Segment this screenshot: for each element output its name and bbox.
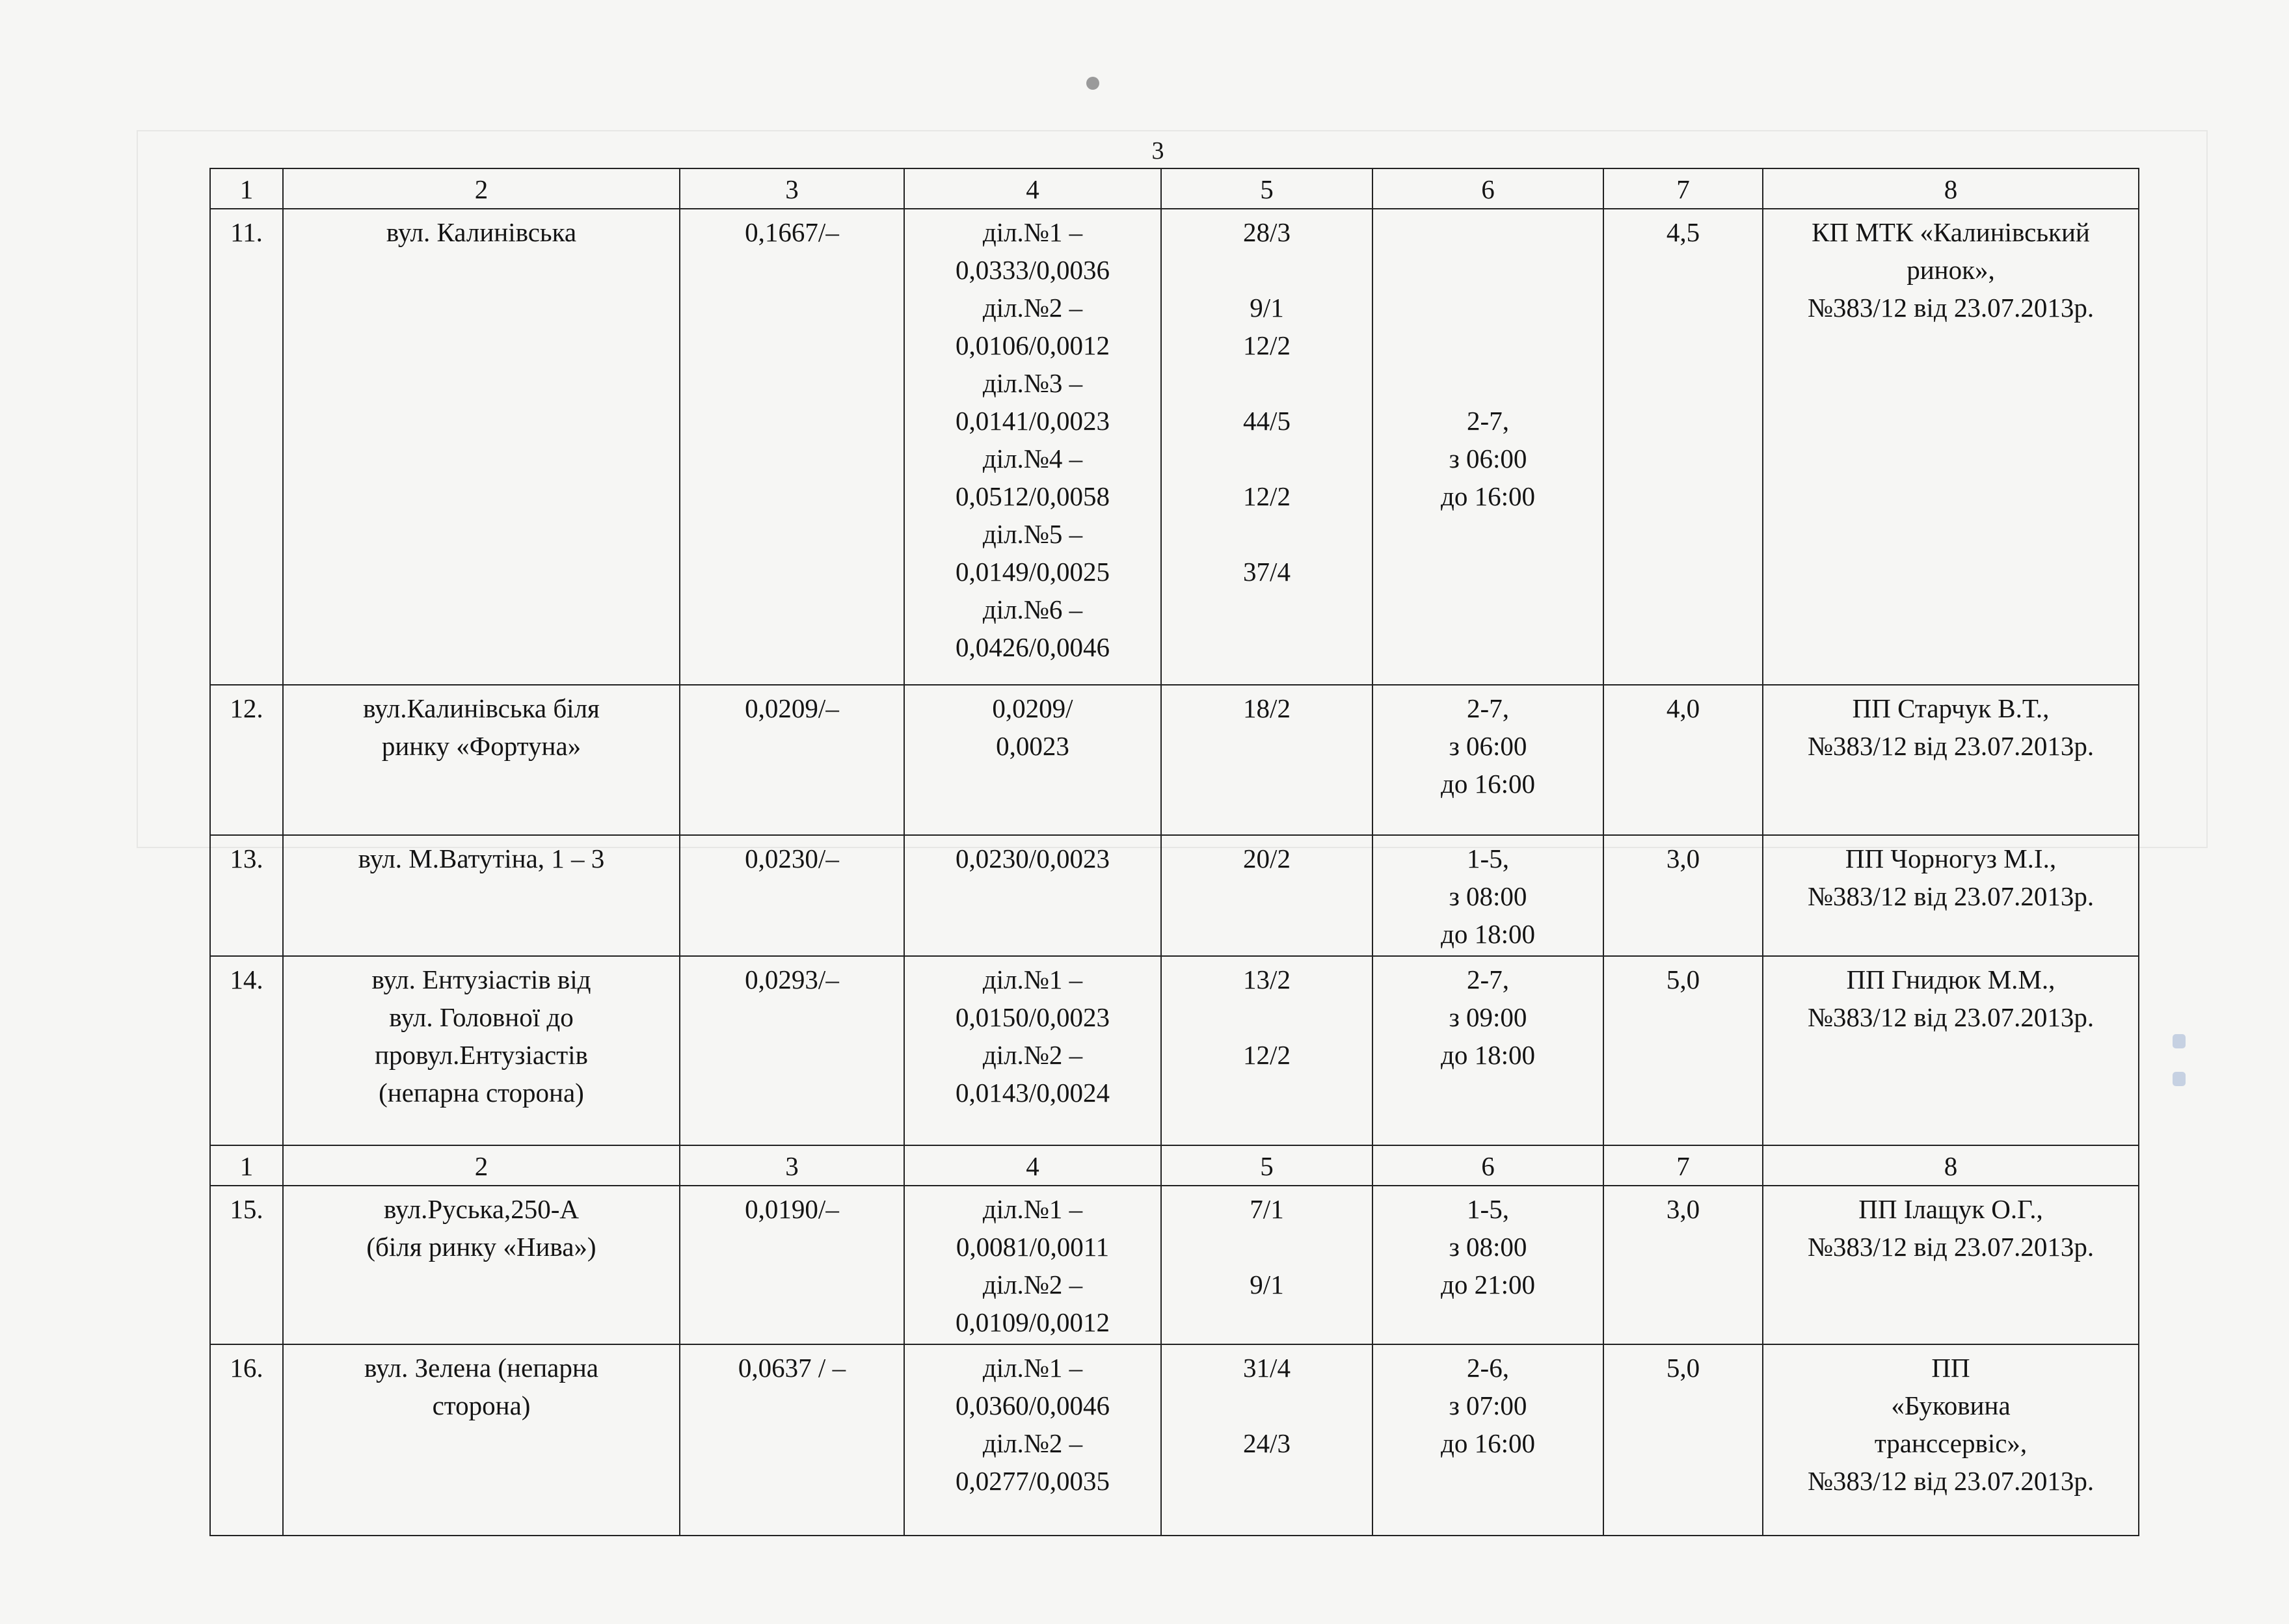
plots-line: діл.№1 – — [982, 217, 1083, 247]
column-number-cell: 4 — [904, 168, 1161, 209]
schedule-line: з 08:00 — [1449, 881, 1527, 911]
plots-line: 0,0141/0,0023 — [956, 406, 1110, 436]
schedule-line: з 07:00 — [1449, 1391, 1527, 1420]
places-line: 28/3 — [1243, 217, 1291, 247]
schedule-line: до 18:00 — [1440, 1040, 1535, 1070]
schedule-line: до 16:00 — [1440, 769, 1535, 799]
places-line — [1168, 440, 1365, 477]
street-line: вул.Калинівська біля — [363, 693, 600, 723]
owner-line: транссервіс», — [1874, 1428, 2028, 1458]
column-number-cell: 8 — [1763, 1145, 2139, 1186]
num-value: 14. — [230, 965, 263, 994]
num-value: 13. — [230, 844, 263, 873]
owner-line: №383/12 від 23.07.2013р. — [1807, 731, 2095, 761]
cell-schedule — [1372, 209, 1603, 685]
places-line: 44/5 — [1243, 406, 1291, 436]
schedule-line: з 09:00 — [1449, 1002, 1527, 1032]
cell-rate — [1603, 1186, 1763, 1344]
schedule-line: з 08:00 — [1449, 1232, 1527, 1262]
street-line: вул. М.Ватутіна, 1 – 3 — [358, 844, 605, 873]
plots-line: 0,0426/0,0046 — [956, 632, 1110, 662]
cell-plots — [904, 209, 1161, 685]
schedule-line — [1380, 213, 1596, 251]
page-number: 3 — [1151, 137, 1164, 165]
places-line: 13/2 — [1243, 965, 1291, 994]
plots-line: 0,0109/0,0012 — [956, 1307, 1110, 1337]
plots-line: 0,0149/0,0025 — [956, 557, 1110, 587]
cell-num — [210, 1344, 283, 1536]
table-row — [210, 209, 2139, 685]
rate-value: 3,0 — [1666, 1194, 1700, 1224]
cell-area — [680, 835, 904, 956]
places-line: 18/2 — [1243, 693, 1291, 723]
cell-street — [283, 1186, 680, 1344]
column-number-cell: 1 — [210, 1145, 283, 1186]
cell-street — [283, 956, 680, 1145]
cell-owner — [1763, 956, 2139, 1145]
plots-line: діл.№1 – — [982, 1194, 1083, 1224]
places-line — [1168, 515, 1365, 553]
owner-line: ПП Гнидюк М.М., — [1846, 965, 2055, 994]
column-number-cell: 7 — [1603, 1145, 1763, 1186]
ink-stains — [2173, 1034, 2186, 1110]
plots-line: діл.№5 – — [982, 519, 1083, 549]
owner-line: ПП Старчук В.Т., — [1852, 693, 2050, 723]
table-row — [210, 685, 2139, 835]
num-value: 16. — [230, 1353, 263, 1383]
cell-schedule — [1372, 1186, 1603, 1344]
street-line: (біля ринку «Нива») — [366, 1232, 596, 1262]
schedule-line: з 06:00 — [1449, 731, 1527, 761]
column-number-cell: 6 — [1372, 1145, 1603, 1186]
cell-num — [210, 209, 283, 685]
num-value: 15. — [230, 1194, 263, 1224]
column-number-cell: 7 — [1603, 168, 1763, 209]
owner-line: «Буковина — [1891, 1391, 2011, 1420]
table-body — [210, 168, 2139, 1536]
plots-line: 0,0143/0,0024 — [956, 1078, 1110, 1108]
num-value: 12. — [230, 693, 263, 723]
owner-line: ринок», — [1907, 255, 1995, 285]
plots-line: 0,0277/0,0035 — [956, 1466, 1110, 1496]
plots-line: 0,0360/0,0046 — [956, 1391, 1110, 1420]
cell-area — [680, 1186, 904, 1344]
cell-owner — [1763, 685, 2139, 835]
plots-line: 0,0333/0,0036 — [956, 255, 1110, 285]
table-row — [210, 1344, 2139, 1536]
plots-line: 0,0230/0,0023 — [956, 844, 1110, 873]
area-value: 0,0190/– — [745, 1194, 839, 1224]
plots-line: діл.№2 – — [982, 293, 1083, 323]
places-line: 24/3 — [1243, 1428, 1291, 1458]
table-row — [210, 835, 2139, 956]
places-line — [1168, 1387, 1365, 1424]
owner-line: №383/12 від 23.07.2013р. — [1807, 293, 2095, 323]
street-line: вул. Головної до — [389, 1002, 574, 1032]
cell-area — [680, 956, 904, 1145]
places-line: 31/4 — [1243, 1353, 1291, 1383]
area-value: 0,0230/– — [745, 844, 839, 873]
street-line: ринку «Фортуна» — [381, 731, 582, 761]
cell-places — [1161, 835, 1372, 956]
cell-rate — [1603, 1344, 1763, 1536]
street-line: вул. Зелена (непарна — [364, 1353, 598, 1383]
plots-line: діл.№4 – — [982, 444, 1083, 473]
schedule-line: 1-5, — [1467, 844, 1509, 873]
cell-owner — [1763, 1344, 2139, 1536]
street-line: вул.Руська,250-А — [383, 1194, 580, 1224]
places-line: 12/2 — [1243, 330, 1291, 360]
places-line — [1168, 1228, 1365, 1266]
schedule-line: 2-7, — [1467, 406, 1509, 436]
area-value: 0,1667/– — [745, 217, 839, 247]
cell-schedule — [1372, 835, 1603, 956]
column-number-cell: 5 — [1161, 168, 1372, 209]
cell-plots — [904, 1186, 1161, 1344]
cell-num — [210, 1186, 283, 1344]
cell-num — [210, 685, 283, 835]
rate-value: 5,0 — [1666, 1353, 1700, 1383]
schedule-line: 2-6, — [1467, 1353, 1509, 1383]
schedule-line: з 06:00 — [1449, 444, 1527, 473]
table-row — [210, 956, 2139, 1145]
cell-rate — [1603, 956, 1763, 1145]
column-number-cell: 6 — [1372, 168, 1603, 209]
cell-places — [1161, 685, 1372, 835]
column-number-cell: 1 — [210, 168, 283, 209]
schedule-line: до 16:00 — [1440, 481, 1535, 511]
column-number-cell: 4 — [904, 1145, 1161, 1186]
column-number-cell: 2 — [283, 168, 680, 209]
places-line — [1168, 998, 1365, 1036]
cell-rate — [1603, 835, 1763, 956]
owner-line: ПП Чорногуз М.І., — [1845, 844, 2057, 873]
plots-line: діл.№2 – — [982, 1040, 1083, 1070]
plots-line: діл.№6 – — [982, 594, 1083, 624]
places-line: 20/2 — [1243, 844, 1291, 873]
schedule-line: до 18:00 — [1440, 919, 1535, 949]
cell-street — [283, 1344, 680, 1536]
owner-line: №383/12 від 23.07.2013р. — [1807, 881, 2095, 911]
owner-line: ПП — [1931, 1353, 1970, 1383]
cell-places — [1161, 209, 1372, 685]
schedule-line — [1380, 326, 1596, 364]
plots-line: діл.№1 – — [982, 965, 1083, 994]
owner-line: №383/12 від 23.07.2013р. — [1807, 1232, 2095, 1262]
cell-places — [1161, 1344, 1372, 1536]
plots-line: 0,0150/0,0023 — [956, 1002, 1110, 1032]
owner-line: №383/12 від 23.07.2013р. — [1807, 1466, 2095, 1496]
cell-plots — [904, 685, 1161, 835]
area-value: 0,0293/– — [745, 965, 839, 994]
rate-value: 5,0 — [1666, 965, 1700, 994]
cell-plots — [904, 1344, 1161, 1536]
owner-line: КП МТК «Калинівський — [1812, 217, 2090, 247]
cell-schedule — [1372, 1344, 1603, 1536]
plots-line: 0,0106/0,0012 — [956, 330, 1110, 360]
schedule-line — [1380, 289, 1596, 326]
rate-value: 3,0 — [1666, 844, 1700, 873]
rate-value: 4,5 — [1666, 217, 1700, 247]
cell-area — [680, 209, 904, 685]
plots-line: 0,0023 — [996, 731, 1069, 761]
cell-places — [1161, 956, 1372, 1145]
num-value: 11. — [230, 217, 263, 247]
column-number-cell: 3 — [680, 1145, 904, 1186]
plots-line: діл.№1 – — [982, 1353, 1083, 1383]
kiosk-placement-table — [209, 168, 2139, 1536]
cell-rate — [1603, 685, 1763, 835]
places-line: 9/1 — [1250, 293, 1284, 323]
header-row — [210, 168, 2139, 209]
cell-schedule — [1372, 685, 1603, 835]
punch-mark — [1086, 77, 1099, 90]
owner-line: №383/12 від 23.07.2013р. — [1807, 1002, 2095, 1032]
places-line — [1168, 251, 1365, 289]
street-line: провул.Ентузіастів — [375, 1040, 588, 1070]
schedule-line: 2-7, — [1467, 965, 1509, 994]
cell-area — [680, 685, 904, 835]
cell-owner — [1763, 209, 2139, 685]
street-line: вул. Калинівська — [386, 217, 577, 247]
plots-line: діл.№2 – — [982, 1428, 1083, 1458]
schedule-line: до 16:00 — [1440, 1428, 1535, 1458]
schedule-line — [1380, 251, 1596, 289]
places-line: 9/1 — [1250, 1270, 1284, 1299]
owner-line: ПП Ілащук О.Г., — [1858, 1194, 2043, 1224]
schedule-line: 1-5, — [1467, 1194, 1509, 1224]
header-row — [210, 1145, 2139, 1186]
schedule-line: до 21:00 — [1440, 1270, 1535, 1299]
column-number-cell: 8 — [1763, 168, 2139, 209]
cell-owner — [1763, 1186, 2139, 1344]
places-line: 37/4 — [1243, 557, 1291, 587]
cell-plots — [904, 835, 1161, 956]
cell-street — [283, 685, 680, 835]
places-line: 12/2 — [1243, 1040, 1291, 1070]
places-line — [1168, 364, 1365, 402]
cell-num — [210, 835, 283, 956]
plots-line: 0,0209/ — [992, 693, 1073, 723]
rate-value: 4,0 — [1666, 693, 1700, 723]
street-line: (непарна сторона) — [379, 1078, 584, 1108]
cell-schedule — [1372, 956, 1603, 1145]
table-row — [210, 1186, 2139, 1344]
column-number-cell: 5 — [1161, 1145, 1372, 1186]
cell-plots — [904, 956, 1161, 1145]
column-number-cell: 3 — [680, 168, 904, 209]
plots-line: 0,0081/0,0011 — [956, 1232, 1110, 1262]
area-value: 0,0209/– — [745, 693, 839, 723]
plots-line: діл.№3 – — [982, 368, 1083, 398]
area-value: 0,0637 / – — [738, 1353, 846, 1383]
street-line: сторона) — [432, 1391, 531, 1420]
cell-area — [680, 1344, 904, 1536]
cell-num — [210, 956, 283, 1145]
schedule-line: 2-7, — [1467, 693, 1509, 723]
plots-line: 0,0512/0,0058 — [956, 481, 1110, 511]
places-line: 12/2 — [1243, 481, 1291, 511]
cell-owner — [1763, 835, 2139, 956]
cell-street — [283, 209, 680, 685]
cell-places — [1161, 1186, 1372, 1344]
plots-line: діл.№2 – — [982, 1270, 1083, 1299]
cell-rate — [1603, 209, 1763, 685]
cell-street — [283, 835, 680, 956]
places-line: 7/1 — [1250, 1194, 1284, 1224]
column-number-cell: 2 — [283, 1145, 680, 1186]
schedule-line — [1380, 364, 1596, 402]
street-line: вул. Ентузіастів від — [371, 965, 591, 994]
